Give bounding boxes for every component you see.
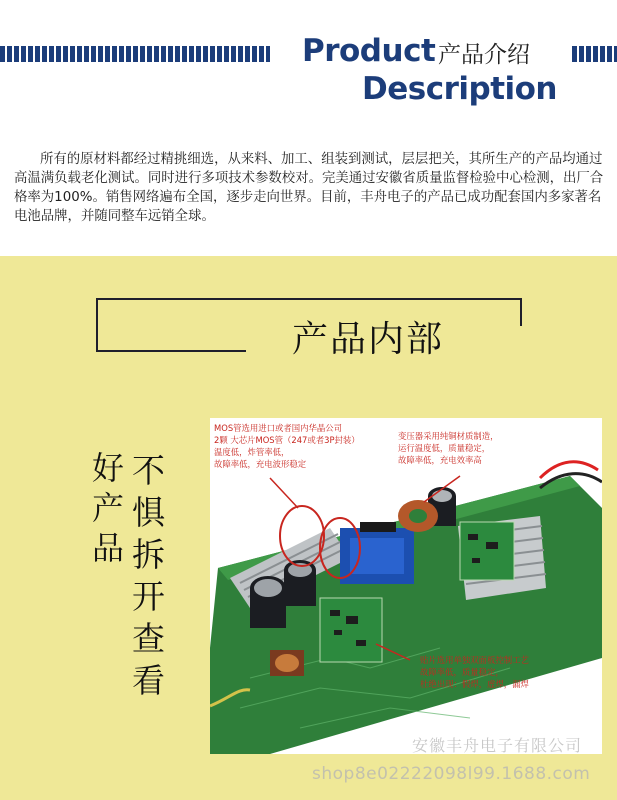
header-title-product: Product xyxy=(302,33,436,69)
callout-transformer xyxy=(398,430,499,466)
section-title: 产品内部 xyxy=(292,319,445,360)
callout-mos xyxy=(214,422,360,470)
callout-mos-line: MOS管选用进口或者国内华晶公司 xyxy=(214,423,343,433)
title-bracket-left xyxy=(96,324,98,352)
callout-mos-line: 温度低，炸管率低， xyxy=(214,447,290,457)
callout-board-line: 故障率低，质量稳定， xyxy=(420,667,504,677)
callout-board-line: 杜绝出现：假焊，虚焊，漏焊 xyxy=(420,679,529,689)
header-title-cn: 产品介绍 xyxy=(438,42,530,68)
header-stripe-left xyxy=(0,46,270,62)
header-title-description: Description xyxy=(362,71,558,107)
callout-board-line: 贴片选用单独双面板控制工艺 xyxy=(420,655,529,665)
callout-transformer-line: 变压器采用纯铜材质制造， xyxy=(398,431,499,441)
header-stripe-right xyxy=(572,46,617,62)
callout-transformer-line: 运行温度低，质量稳定， xyxy=(398,443,491,453)
callout-mos-line: 故障率低，充电波形稳定 xyxy=(214,459,307,469)
intro-paragraph: 所有的原材料都经过精挑细选，从来料、加工、组装到测试，层层把关，其所生产的产品均通过高温满负载老化测试。同时进行多项技术参数校对。完美通过安徽省质量监督检验中心检测，出厂合格率为100%。销售网络遍布全国，逐步走向世界。目前，丰舟电子的产品已成功配套国内多家著名电池品牌，并随同整车远销全球。 xyxy=(14,152,604,224)
callout-board xyxy=(420,654,529,690)
title-bracket-underline xyxy=(96,350,246,352)
pcb-photo xyxy=(210,418,602,754)
slogan-right: 不惧拆开查看 xyxy=(132,451,165,700)
callout-mos-line: 2颗 大芯片MOS管（247或者3P封装） xyxy=(214,435,360,445)
watermark-shop-url: shop8e02222098l99.1688.com xyxy=(312,764,591,784)
slogan-left: 好产品 xyxy=(92,449,125,567)
callout-transformer-line: 故障率低，充电效率高 xyxy=(398,455,482,465)
watermark-company: 安徽丰舟电子有限公司 xyxy=(412,736,583,755)
